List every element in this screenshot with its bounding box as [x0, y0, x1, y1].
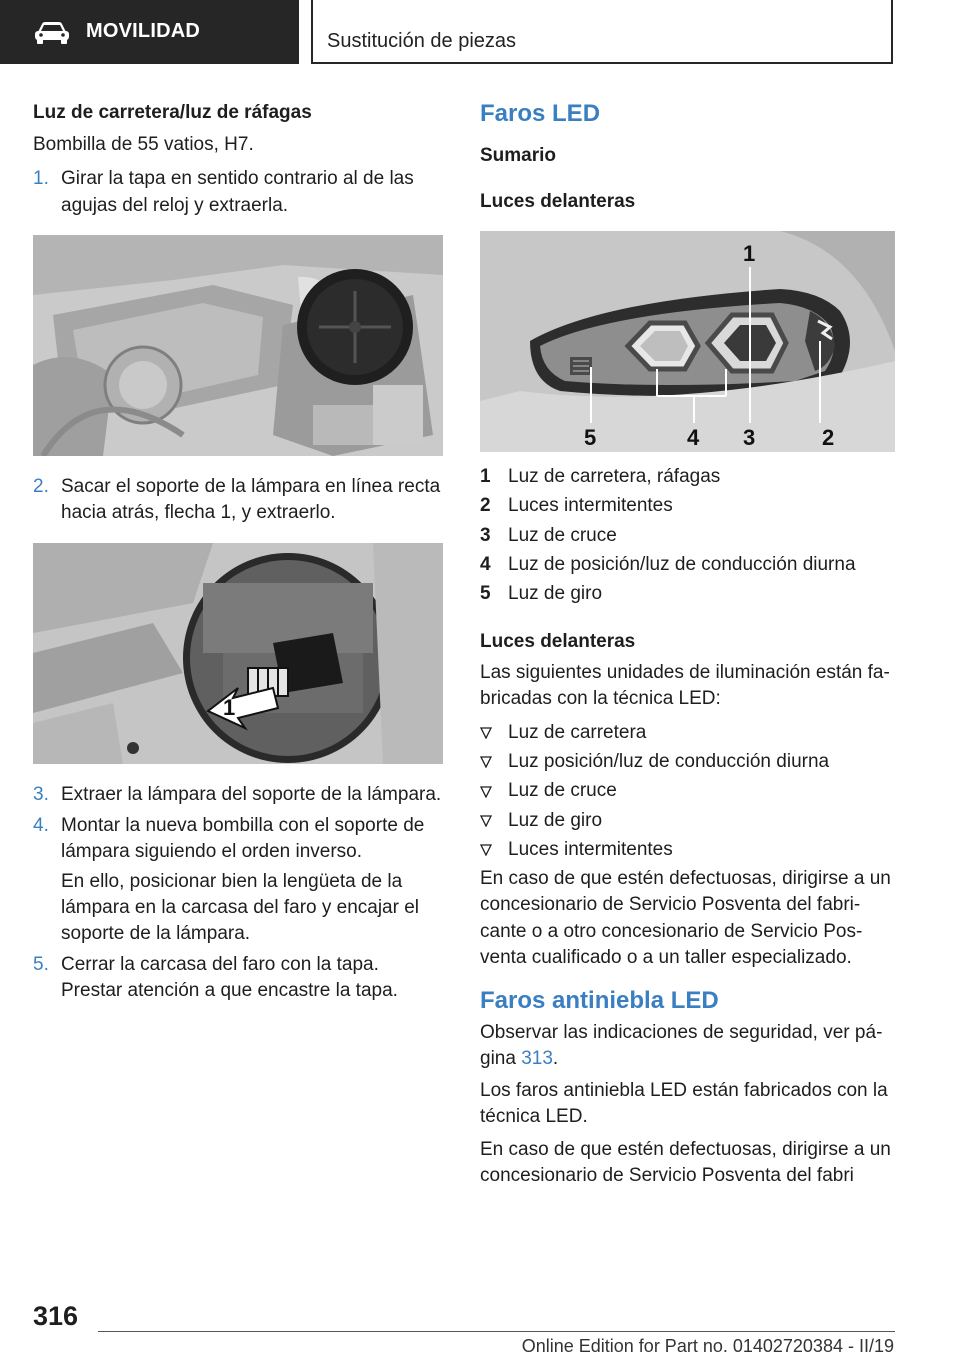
step-number: 2.	[33, 475, 49, 497]
led-headlight-figure	[480, 231, 895, 452]
legend-number: 4	[480, 553, 491, 575]
bullet-text: Luz de carretera	[508, 721, 647, 743]
step-text: Extraer la lámpara del soporte de la lámpara.	[61, 784, 442, 806]
legend-text: Luz de cruce	[508, 524, 617, 546]
list-item	[33, 813, 443, 865]
legend-text: Luces intermitentes	[508, 495, 673, 517]
step-number: 5.	[33, 953, 49, 975]
steps-list-c	[33, 782, 443, 1004]
section-title: Faros LED	[480, 100, 601, 127]
list-item	[33, 474, 443, 526]
headlight-cover-photo	[33, 235, 443, 456]
list-item	[480, 778, 895, 804]
footer-divider	[98, 1331, 895, 1332]
left-column	[33, 100, 443, 1004]
legend-text: Luz de posición/luz de conducción diurna	[508, 553, 856, 575]
legend-number: 3	[480, 524, 491, 546]
list-item	[33, 166, 443, 218]
section-tab	[0, 0, 299, 64]
legend-text: Luz de giro	[508, 583, 603, 605]
edition-note: Online Edition for Part no. 01402720384 - II/19	[521, 1336, 894, 1356]
fog-safety-text: Observar las indicaciones de seguridad, ver página	[480, 1021, 883, 1069]
arrow-label: 1	[223, 695, 236, 721]
car-icon	[34, 20, 70, 44]
callout-4: 4	[687, 425, 700, 451]
summary-heading: Sumario	[480, 144, 557, 166]
list-item	[480, 837, 895, 863]
front-lights-heading: Luces delanteras	[480, 191, 636, 213]
led-intro: Las siguientes unidades de iluminación están fabricadas con la técnica LED:	[480, 661, 890, 709]
list-item	[33, 952, 443, 1004]
fog-text-2: En caso de que estén defectuosas, dirigirse a un concesionario de Servicio Posventa del fabri	[480, 1138, 891, 1186]
right-column	[480, 100, 895, 1189]
led-units-list	[480, 720, 895, 863]
step-text: En ello, posicionar bien la lengüeta de la lámpara en la carcasa del faro y encajar el soporte de la lámpara.	[61, 870, 420, 945]
list-item	[480, 749, 895, 775]
triangle-bullet-icon	[480, 720, 508, 746]
bullet-text: Luz posición/luz de conducción diurna	[508, 751, 830, 773]
list-item	[480, 581, 895, 607]
front-lights-heading-2: Luces delanteras	[480, 631, 636, 653]
chapter-title: Sustitución de piezas	[327, 30, 517, 52]
callout-2: 2	[822, 425, 835, 451]
fog-text-1: Los faros antiniebla LED están fabricados con la técnica LED.	[480, 1080, 888, 1128]
step-number: 4.	[33, 814, 49, 836]
bullet-text: Luz de cruce	[508, 780, 617, 802]
intro-text: Bombilla de 55 vatios, H7.	[33, 134, 254, 156]
step-text: Cerrar la carcasa del faro con la tapa. Prestar atención a que encastre la tapa.	[61, 953, 398, 1001]
legend-number: 5	[480, 583, 491, 605]
callout-1: 1	[743, 241, 756, 267]
bullet-text: Luz de giro	[508, 809, 603, 831]
bulb-holder-photo	[33, 543, 443, 764]
triangle-bullet-icon	[480, 749, 508, 775]
callout-5: 5	[584, 425, 597, 451]
list-item	[480, 552, 895, 578]
fog-safety-suffix: .	[552, 1047, 559, 1069]
list-item	[480, 808, 895, 834]
legend-list	[480, 464, 895, 607]
section-label: MOVILIDAD	[86, 20, 201, 43]
triangle-bullet-icon	[480, 808, 508, 834]
list-item	[480, 493, 895, 519]
chapter-header	[311, 0, 893, 64]
list-item	[33, 782, 443, 808]
step-number	[33, 869, 61, 948]
list-item	[33, 869, 443, 948]
triangle-bullet-icon	[480, 778, 508, 804]
triangle-bullet-icon	[480, 837, 508, 863]
steps-list-a	[33, 166, 443, 218]
subheading: Luz de carretera/luz de ráfagas	[33, 102, 312, 123]
page-link[interactable]: 313	[521, 1047, 553, 1069]
fog-safety-note	[480, 1020, 895, 1072]
step-number: 1.	[33, 168, 49, 190]
list-item	[480, 720, 895, 746]
legend-number: 2	[480, 495, 491, 517]
defect-text: En caso de que estén defectuosas, dirigirse a un concesionario de Servicio Posventa del fabricante o a otro concesionario de Servicio Posventa cualificado o a un taller especializado.	[480, 868, 891, 968]
list-item	[480, 464, 895, 490]
list-item	[480, 523, 895, 549]
callout-3: 3	[743, 425, 756, 451]
legend-text: Luz de carretera, ráfagas	[508, 466, 721, 488]
fog-title: Faros antiniebla LED	[480, 986, 719, 1014]
step-text: Montar la nueva bombilla con el soporte de lámpara siguiendo el orden inverso.	[61, 814, 425, 862]
step-text: Sacar el soporte de la lámpara en línea recta hacia atrás, flecha 1, y extraerlo.	[61, 475, 441, 524]
legend-number: 1	[480, 466, 491, 488]
step-number: 3.	[33, 784, 49, 806]
step-text: Girar la tapa en sentido contrario al de las agujas del reloj y extraerla.	[61, 168, 414, 216]
page-number: 316	[33, 1301, 79, 1331]
steps-list-b	[33, 474, 443, 526]
bullet-text: Luces intermitentes	[508, 838, 673, 860]
